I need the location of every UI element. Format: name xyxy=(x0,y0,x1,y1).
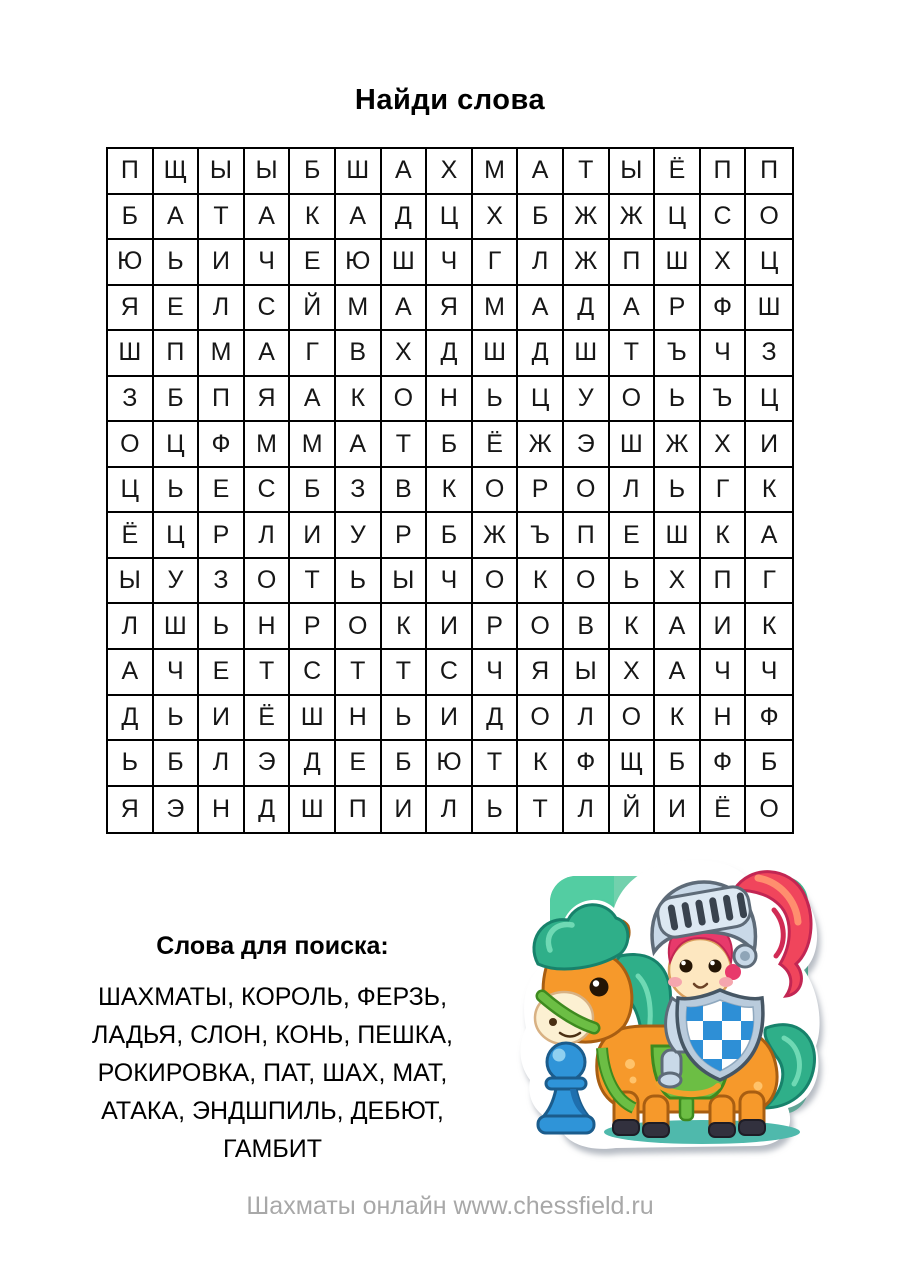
grid-cell[interactable]: Я xyxy=(427,286,473,332)
grid-cell[interactable]: Б xyxy=(290,468,336,514)
grid-cell[interactable]: С xyxy=(290,650,336,696)
grid-cell[interactable]: Т xyxy=(382,422,428,468)
grid-cell[interactable]: Ъ xyxy=(701,377,747,423)
grid-cell[interactable]: Ж xyxy=(564,195,610,241)
grid-cell[interactable]: Р xyxy=(655,286,701,332)
grid-cell[interactable]: З xyxy=(746,331,792,377)
grid-cell[interactable]: Р xyxy=(518,468,564,514)
grid-cell[interactable]: Ы xyxy=(245,149,291,195)
grid-cell[interactable]: К xyxy=(610,604,656,650)
grid-cell[interactable]: В xyxy=(564,604,610,650)
knight-eye-left xyxy=(680,960,693,973)
grid-cell[interactable]: А xyxy=(655,650,701,696)
grid-cell[interactable]: М xyxy=(473,149,519,195)
grid-cell[interactable]: О xyxy=(564,468,610,514)
word-grid xyxy=(106,147,794,834)
grid-cell[interactable]: Ы xyxy=(564,650,610,696)
grid-cell[interactable]: А xyxy=(610,286,656,332)
word-list-line: ШАХМАТЫ, КОРОЛЬ, ФЕРЗЬ, xyxy=(97,983,448,1011)
grid-cell[interactable]: Л xyxy=(108,604,154,650)
grid-cell[interactable]: Э xyxy=(564,422,610,468)
grid-cell[interactable]: Т xyxy=(518,787,564,833)
grid-cell[interactable]: У xyxy=(154,559,200,605)
word-list-line: ГАМБИТ xyxy=(222,1135,322,1163)
grid-cell[interactable]: Ы xyxy=(382,559,428,605)
grid-cell[interactable]: П xyxy=(336,787,382,833)
grid-cell[interactable]: Ш xyxy=(655,513,701,559)
grid-cell[interactable]: А xyxy=(290,377,336,423)
grid-cell[interactable]: Ю xyxy=(336,240,382,286)
grid-cell[interactable]: Ё xyxy=(108,513,154,559)
grid-cell[interactable]: П xyxy=(701,149,747,195)
grid-cell[interactable]: С xyxy=(245,468,291,514)
grid-cell[interactable]: Ы xyxy=(108,559,154,605)
grid-cell[interactable]: Л xyxy=(199,741,245,787)
grid-cell[interactable]: А xyxy=(655,604,701,650)
grid-cell[interactable]: Е xyxy=(336,741,382,787)
grid-cell[interactable]: Ь xyxy=(473,787,519,833)
grid-cell[interactable]: Ь xyxy=(473,377,519,423)
grid-cell[interactable]: В xyxy=(382,468,428,514)
grid-cell[interactable]: А xyxy=(245,195,291,241)
grid-cell[interactable]: Ч xyxy=(701,650,747,696)
grid-cell[interactable]: М xyxy=(473,286,519,332)
grid-cell[interactable]: Ю xyxy=(108,240,154,286)
grid-cell[interactable]: Ш xyxy=(336,149,382,195)
grid-cell[interactable]: Б xyxy=(290,149,336,195)
grid-cell[interactable]: Ь xyxy=(655,468,701,514)
grid-cell[interactable]: О xyxy=(245,559,291,605)
grid-cell[interactable]: Д xyxy=(108,696,154,742)
grid-cell[interactable]: М xyxy=(199,331,245,377)
grid-cell[interactable]: Ж xyxy=(564,240,610,286)
grid-cell[interactable]: К xyxy=(290,195,336,241)
grid-cell[interactable]: Е xyxy=(290,240,336,286)
grid-cell[interactable]: Ч xyxy=(473,650,519,696)
grid-cell[interactable]: П xyxy=(154,331,200,377)
grid-cell[interactable]: Б xyxy=(154,377,200,423)
horse-eye xyxy=(590,978,609,997)
grid-cell[interactable]: М xyxy=(290,422,336,468)
grid-cell[interactable]: Ё xyxy=(473,422,519,468)
grid-cell[interactable]: И xyxy=(199,240,245,286)
grid-cell[interactable]: Я xyxy=(518,650,564,696)
grid-cell[interactable]: Ц xyxy=(154,513,200,559)
grid-cell[interactable]: П xyxy=(701,559,747,605)
grid-cell[interactable]: И xyxy=(427,696,473,742)
grid-cell[interactable]: Л xyxy=(199,286,245,332)
grid-cell[interactable]: Д xyxy=(473,696,519,742)
grid-cell[interactable]: Ш xyxy=(154,604,200,650)
word-list-line: АТАКА, ЭНДШПИЛЬ, ДЕБЮТ, xyxy=(101,1097,444,1125)
word-list-lines xyxy=(70,978,475,1168)
grid-cell[interactable]: Г xyxy=(473,240,519,286)
grid-cell[interactable]: Э xyxy=(154,787,200,833)
grid-cell[interactable]: Ч xyxy=(245,240,291,286)
grid-cell[interactable]: К xyxy=(427,468,473,514)
grid-cell[interactable]: Х xyxy=(701,240,747,286)
grid-cell[interactable]: Ы xyxy=(199,149,245,195)
grid-cell[interactable]: Л xyxy=(610,468,656,514)
grid-cell[interactable]: П xyxy=(610,240,656,286)
grid-cell[interactable]: Ь xyxy=(154,240,200,286)
grid-cell[interactable]: Т xyxy=(382,650,428,696)
grid-cell[interactable]: Ь xyxy=(610,559,656,605)
grid-cell[interactable]: А xyxy=(518,286,564,332)
knight-eye-right xyxy=(709,960,722,973)
grid-cell[interactable]: Н xyxy=(245,604,291,650)
grid-cell[interactable]: В xyxy=(336,331,382,377)
grid-cell[interactable]: К xyxy=(518,559,564,605)
grid-cell[interactable]: Б xyxy=(154,741,200,787)
grid-cell[interactable]: Ж xyxy=(655,422,701,468)
grid-cell[interactable]: А xyxy=(518,149,564,195)
grid-cell[interactable]: О xyxy=(336,604,382,650)
grid-cell[interactable]: Х xyxy=(427,149,473,195)
grid-cell[interactable]: Л xyxy=(518,240,564,286)
grid-cell[interactable]: Ъ xyxy=(518,513,564,559)
grid-cell[interactable]: Э xyxy=(245,741,291,787)
grid-cell[interactable]: Ш xyxy=(290,696,336,742)
grid-cell[interactable]: К xyxy=(746,604,792,650)
grid-cell[interactable]: Й xyxy=(290,286,336,332)
grid-cell[interactable]: Н xyxy=(427,377,473,423)
grid-cell[interactable]: Е xyxy=(199,468,245,514)
grid-cell[interactable]: Д xyxy=(382,195,428,241)
grid-cell[interactable]: Т xyxy=(336,650,382,696)
grid-cell[interactable]: З xyxy=(108,377,154,423)
grid-cell[interactable]: Ж xyxy=(610,195,656,241)
grid-cell[interactable]: О xyxy=(759,794,779,823)
chess-pawn xyxy=(538,1043,594,1133)
grid-cell[interactable]: Ш xyxy=(564,331,610,377)
grid-cell[interactable]: Ф xyxy=(746,696,792,742)
grid-cell[interactable]: Х xyxy=(701,422,747,468)
grid-cell[interactable]: Ц xyxy=(746,377,792,423)
grid-cell[interactable]: Т xyxy=(610,331,656,377)
grid-cell[interactable]: К xyxy=(701,513,747,559)
grid-cell[interactable]: Р xyxy=(382,513,428,559)
grid-cell[interactable]: И xyxy=(427,604,473,650)
grid-cell[interactable]: Ш xyxy=(108,331,154,377)
grid-cell[interactable]: Ё xyxy=(701,787,747,833)
grid-cell[interactable]: К xyxy=(655,696,701,742)
grid-cell[interactable]: П xyxy=(746,149,792,195)
grid-cell[interactable]: З xyxy=(199,559,245,605)
grid-cell[interactable]: Ж xyxy=(473,513,519,559)
grid-cell[interactable]: Г xyxy=(746,559,792,605)
grid-cell[interactable]: Д xyxy=(245,787,291,833)
word-list-section xyxy=(70,931,475,1168)
grid-cell[interactable]: О xyxy=(473,559,519,605)
grid-cell[interactable]: М xyxy=(245,422,291,468)
grid-cell[interactable]: К xyxy=(518,741,564,787)
grid-cell[interactable]: С xyxy=(245,286,291,332)
grid-cell[interactable]: Б xyxy=(427,422,473,468)
grid-cell[interactable]: Л xyxy=(564,696,610,742)
grid-cell[interactable]: Р xyxy=(473,604,519,650)
grid-cell[interactable]: Л xyxy=(245,513,291,559)
grid-cell[interactable]: О xyxy=(108,422,154,468)
grid-cell[interactable]: Н xyxy=(701,696,747,742)
grid-cell[interactable]: Ь xyxy=(154,696,200,742)
grid-cell[interactable]: А xyxy=(154,195,200,241)
grid-cell[interactable]: К xyxy=(336,377,382,423)
grid-cell[interactable]: П xyxy=(564,513,610,559)
footer-credit: Шахматы онлайн www.chessfield.ru xyxy=(246,1192,654,1220)
grid-cell[interactable]: Х xyxy=(382,331,428,377)
grid-cell[interactable]: О xyxy=(610,696,656,742)
grid-cell[interactable]: О xyxy=(518,696,564,742)
grid-cell[interactable]: Н xyxy=(199,787,245,833)
grid-cell[interactable]: Ъ xyxy=(655,331,701,377)
grid-cell[interactable]: О xyxy=(382,377,428,423)
grid-cell[interactable]: Ь xyxy=(336,559,382,605)
grid-cell[interactable]: Д xyxy=(427,331,473,377)
grid-cell[interactable]: Б xyxy=(382,741,428,787)
grid-cell[interactable]: Т xyxy=(245,650,291,696)
grid-cell[interactable]: У xyxy=(564,377,610,423)
grid-cell[interactable]: Ь xyxy=(108,741,154,787)
grid-cell[interactable]: Ч xyxy=(427,559,473,605)
grid-cell[interactable]: М xyxy=(336,286,382,332)
grid-cell[interactable]: А xyxy=(382,149,428,195)
grid-cell[interactable]: И xyxy=(290,513,336,559)
grid-cell[interactable]: И xyxy=(382,787,428,833)
grid-cell[interactable]: Р xyxy=(290,604,336,650)
grid-cell[interactable]: Ш xyxy=(610,422,656,468)
word-list-line: РОКИРОВКА, ПАТ, ШАХ, МАТ, xyxy=(97,1059,448,1087)
grid-cell[interactable]: А xyxy=(382,286,428,332)
grid-cell[interactable]: Ц xyxy=(154,422,200,468)
grid-cell[interactable]: Ф xyxy=(701,741,747,787)
grid-cell[interactable]: Ё xyxy=(245,696,291,742)
grid-cell[interactable]: О xyxy=(746,195,792,241)
grid-cell[interactable]: Ч xyxy=(701,331,747,377)
grid-cell[interactable]: Ч xyxy=(154,650,200,696)
grid-cell[interactable]: Ж xyxy=(518,422,564,468)
grid-cell[interactable]: Ф xyxy=(701,286,747,332)
grid-cell[interactable]: Я xyxy=(108,286,154,332)
grid-cell[interactable]: Я xyxy=(108,787,154,833)
grid-cell[interactable]: Р xyxy=(199,513,245,559)
grid-cell[interactable]: Е xyxy=(154,286,200,332)
grid-cell[interactable]: О xyxy=(518,604,564,650)
grid-cell[interactable]: А xyxy=(336,195,382,241)
grid-cell[interactable]: Ь xyxy=(382,696,428,742)
grid-cell[interactable]: Й xyxy=(610,787,656,833)
grid-cell[interactable]: И xyxy=(199,696,245,742)
grid-cell[interactable]: Б xyxy=(518,195,564,241)
grid-cell[interactable]: И xyxy=(701,604,747,650)
grid-cell[interactable]: Г xyxy=(290,331,336,377)
grid-cell[interactable]: У xyxy=(336,513,382,559)
knight-horse-illustration xyxy=(512,856,848,1164)
grid-cell[interactable]: Ц xyxy=(746,240,792,286)
grid-cell[interactable]: Ё xyxy=(655,149,701,195)
grid-cell[interactable]: Щ xyxy=(154,149,200,195)
grid-cell[interactable]: Т xyxy=(564,149,610,195)
grid-cell[interactable]: А xyxy=(245,331,291,377)
grid-cell[interactable]: О xyxy=(610,377,656,423)
grid-cell[interactable]: К xyxy=(382,604,428,650)
grid-cell[interactable]: Т xyxy=(473,741,519,787)
grid-cell[interactable]: Л xyxy=(564,787,610,833)
word-list-heading: Слова для поиска: xyxy=(156,932,389,960)
page-title: Найди слова xyxy=(354,84,546,116)
grid-cell[interactable]: Ь xyxy=(154,468,200,514)
grid-cell[interactable]: Д xyxy=(290,741,336,787)
grid-cell[interactable]: Ь xyxy=(199,604,245,650)
grid-cell[interactable]: А xyxy=(108,650,154,696)
grid-cell[interactable]: Х xyxy=(655,559,701,605)
grid-cell[interactable]: Х xyxy=(610,650,656,696)
grid-cell[interactable]: С xyxy=(427,650,473,696)
grid-cell[interactable]: Ф xyxy=(564,741,610,787)
horse-head xyxy=(534,905,632,1044)
grid-cell[interactable]: Ш xyxy=(290,787,336,833)
grid-cell[interactable]: Ы xyxy=(610,149,656,195)
grid-cell[interactable]: П xyxy=(108,149,154,195)
grid-cell[interactable]: О xyxy=(473,468,519,514)
grid-cell[interactable]: Ф xyxy=(199,422,245,468)
grid-cell[interactable]: Ц xyxy=(518,377,564,423)
grid-cell[interactable]: Е xyxy=(199,650,245,696)
grid-cell[interactable]: Ч xyxy=(746,650,792,696)
grid-cell[interactable]: Б xyxy=(746,741,792,787)
grid-cell[interactable]: Ш xyxy=(473,331,519,377)
grid-cell[interactable]: Б xyxy=(655,741,701,787)
grid-cell[interactable]: Ш xyxy=(655,240,701,286)
grid-cell[interactable]: Ц xyxy=(655,195,701,241)
grid-cell[interactable]: Г xyxy=(701,468,747,514)
grid-cell[interactable]: Т xyxy=(290,559,336,605)
grid-cell[interactable]: Ь xyxy=(655,377,701,423)
grid-cell[interactable]: О xyxy=(564,559,610,605)
grid-cell[interactable]: Х xyxy=(473,195,519,241)
grid-cell[interactable]: Ш xyxy=(746,286,792,332)
grid-cell[interactable]: Ц xyxy=(427,195,473,241)
grid-cell[interactable]: Е xyxy=(610,513,656,559)
grid-cell[interactable]: К xyxy=(746,468,792,514)
grid-cell[interactable]: Б xyxy=(427,513,473,559)
grid-cell[interactable]: И xyxy=(655,787,701,833)
grid-cell[interactable]: Д xyxy=(518,331,564,377)
grid-cell[interactable]: Б xyxy=(108,195,154,241)
grid-cell[interactable]: Я xyxy=(245,377,291,423)
grid-cell[interactable]: Ю xyxy=(427,741,473,787)
grid-cell[interactable]: Ц xyxy=(108,468,154,514)
grid-cell[interactable]: И xyxy=(746,422,792,468)
grid-cell[interactable]: Н xyxy=(336,696,382,742)
grid-cell[interactable]: Л xyxy=(427,787,473,833)
word-list-line: ЛАДЬЯ, СЛОН, КОНЬ, ПЕШКА, xyxy=(92,1021,453,1049)
grid-cell[interactable]: П xyxy=(199,377,245,423)
grid-cell[interactable]: Ч xyxy=(427,240,473,286)
grid-cell[interactable]: Щ xyxy=(610,741,656,787)
grid-cell[interactable]: Д xyxy=(564,286,610,332)
grid-cell[interactable]: С xyxy=(701,195,747,241)
grid-cell[interactable]: З xyxy=(336,468,382,514)
grid-cell[interactable]: А xyxy=(746,513,792,559)
grid-cell[interactable]: Ш xyxy=(382,240,428,286)
grid-cell[interactable]: Т xyxy=(199,195,245,241)
grid-cell[interactable]: А xyxy=(336,422,382,468)
